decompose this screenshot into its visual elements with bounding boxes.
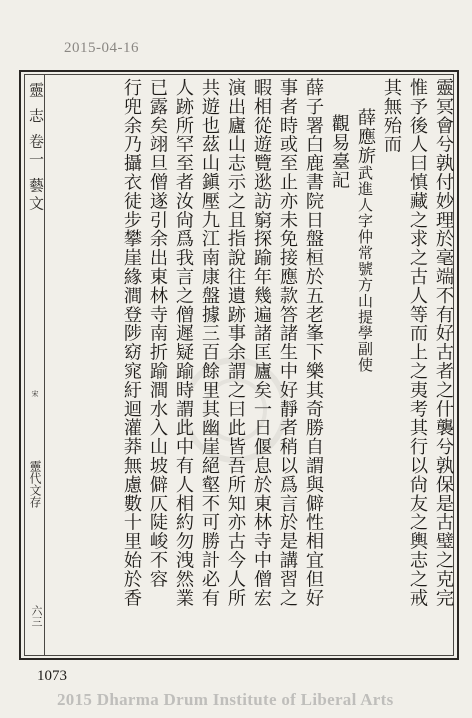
date-stamp: 2015-04-16	[64, 40, 139, 56]
text-column-11: 人跡所罕至者汝尙爲我言之僧遲疑踰時謂此中有人相約勿洩然業	[173, 78, 194, 608]
text-column-3: 其無殆而	[381, 78, 402, 154]
text-column-2: 惟予後人曰慎藏之求之古人等而上之夷考其行以尙友之輿志之戒	[407, 78, 428, 608]
margin-strip-subtitle: 靈代文存	[28, 460, 42, 508]
text-column-12: 已露矣翊旦僧遂引余出東林寺南折踰澗水入山坡僻仄陡峻不容	[147, 78, 168, 589]
page-number: 1073	[37, 668, 67, 684]
margin-strip-title: 靈 志 卷一 藝文	[27, 82, 45, 214]
essay-title: 觀易臺記	[329, 114, 350, 190]
vertical-text-block	[48, 78, 456, 652]
institute-watermark: 2015 Dharma Drum Institute of Liberal Arts	[57, 690, 394, 709]
margin-strip-page-mark: 六三	[30, 605, 43, 627]
text-column-9: 演出廬山志示之且指說往遺跡事余謂之曰此皆吾所知亦古今人所	[225, 78, 246, 608]
text-column-1: 靈冥會兮孰付妙理於毫端不有好古者之什襲兮孰保是古璧之克完	[433, 78, 454, 608]
text-column-8: 暇相從遊覽逖訪窮探踰年幾遍諸匡廬矣一日偃息於東林寺中僧宏	[251, 78, 272, 608]
margin-strip-note: 宋	[31, 390, 39, 397]
text-column-6: 薛子署白鹿書院日盤桓於五老峯下樂其奇勝自謂與僻性相宜但好	[303, 78, 324, 608]
author-column	[352, 78, 378, 652]
text-column-13: 行兜余乃攝衣徒步攀崖緣澗登陟窈窕紆迴灌莽無慮數十里始於香	[121, 78, 142, 608]
author-note: 武進人字仲常號方山提學副使	[356, 164, 374, 373]
author-name: 薛應旂	[355, 108, 376, 165]
text-column-7: 事者時或至止亦未免接應款答諸生中好靜者稍以爲言於是講習之	[277, 78, 298, 608]
text-column-10: 共遊也茲山鎭壓九江南康盤據三百餘里其幽崖絕壑不可勝計必有	[199, 78, 220, 608]
